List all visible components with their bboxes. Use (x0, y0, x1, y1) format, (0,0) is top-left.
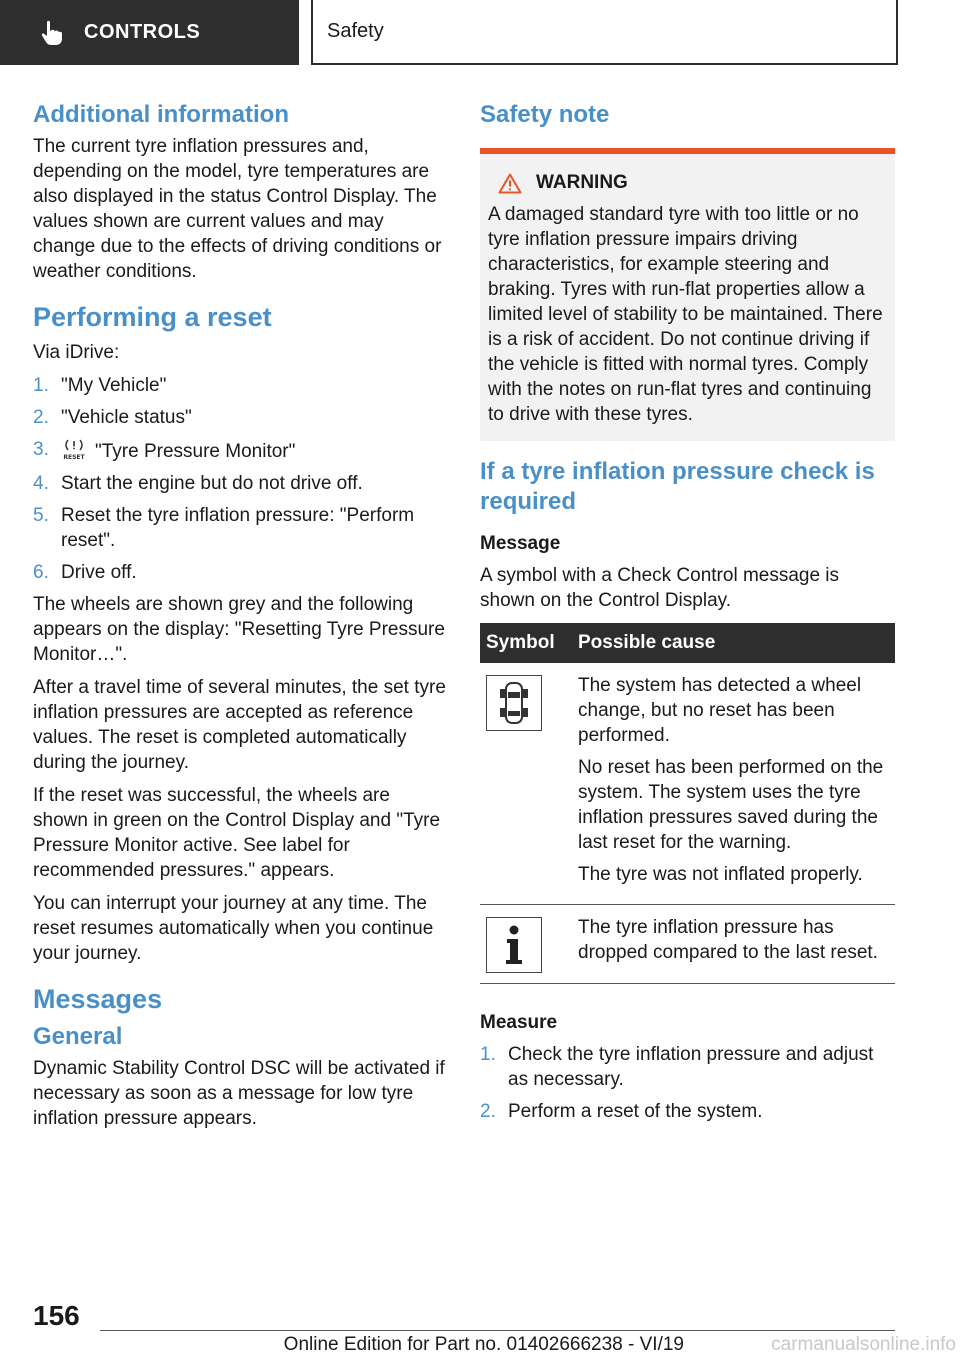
reset-para-2: After a travel time of several minutes, the set tyre inflation pressures are accepted as reference values. The reset is completed automatically during the journey. (33, 677, 446, 773)
section-tab (0, 0, 299, 65)
warning-box (480, 154, 895, 441)
reset-para-4: You can interrupt your journey at any time. The reset resumes automatically when you continue your journey. (33, 893, 434, 964)
symbol-cell (480, 663, 572, 905)
hand-pointer-icon (38, 19, 66, 47)
cause-cell: The system has detected a wheel change, but no reset has been performed. No reset has been performed on the system. The system uses the tyre inflation pressures saved during the last reset for the warning. The tyre was not inflated properly. (572, 663, 895, 905)
general-subheading: General (33, 1023, 123, 1050)
section-label: CONTROLS (84, 21, 201, 43)
additional-info-heading: Additional information (33, 101, 289, 128)
chapter-tab (311, 0, 898, 65)
warning-triangle-icon (498, 173, 522, 194)
message-text: A symbol with a Check Control message is shown on the Control Display. (480, 565, 840, 611)
reset-heading: Performing a reset (33, 302, 272, 332)
warning-text: A damaged standard tyre with too little or no tyre inflation pressure impairs driving characteristics, for example steering and braking. Tyres with run-flat properties allow a limited level of stability to be maintained. There is a risk of accident. Do not continue driving if the vehicle is fitted with normal tyres. Comply with the notes on run-flat tyres and continuing to drive with these tyres. (488, 204, 883, 425)
table-row (480, 905, 895, 984)
list-item: 3. RESET "Tyre Pressure Monitor" (33, 439, 296, 462)
list-item: 1. "My Vehicle" (33, 375, 167, 396)
warning-title (498, 172, 887, 194)
watermark: carmanualsonline.info (771, 1334, 956, 1355)
measure-label: Measure (480, 1012, 558, 1033)
column-header-symbol: Symbol (480, 623, 572, 663)
edition-info: Online Edition for Part no. 01402666238 - VI/19 (283, 1334, 684, 1355)
symbol-cell (480, 905, 572, 984)
additional-info-text: The current tyre inflation pressures and, depending on the model, tyre temperatures are also displayed in the status Control Display. The values shown are current values and may change due to the effects of driving conditions or weather conditions. (33, 136, 442, 282)
table-row (480, 663, 895, 905)
reset-para-3: If the reset was successful, the wheels are shown in green on the Control Display and "Tyre Pressure Monitor active. See label for recommended pressures." appears. (33, 785, 441, 881)
reset-intro: Via iDrive: (33, 342, 120, 363)
vehicle-wheels-icon (486, 675, 542, 731)
table-header-row (480, 623, 895, 663)
list-item: 4. Start the engine but do not drive off. (33, 473, 363, 494)
reset-steps (33, 373, 448, 585)
list-item: 1. Check the tyre inflation pressure and adjust as necessary. (480, 1044, 874, 1090)
tyre-pressure-reset-icon (61, 437, 87, 462)
message-label: Message (480, 533, 561, 554)
reset-para-1: The wheels are shown grey and the following appears on the display: "Resetting Tyre Pressure Monitor…". (33, 594, 445, 665)
list-item: 6. Drive off. (33, 562, 137, 583)
measure-steps (480, 1042, 895, 1124)
column-header-cause: Possible cause (572, 623, 895, 663)
safety-note-heading: Safety note (480, 101, 610, 128)
symbol-table (480, 623, 895, 984)
list-item: 2. "Vehicle status" (33, 407, 192, 428)
left-column (33, 100, 448, 1139)
check-required-heading: If a tyre inflation pressure check is required (480, 458, 875, 515)
footer-divider (100, 1330, 895, 1331)
right-column (480, 100, 895, 1131)
chapter-label: Safety (327, 20, 384, 42)
list-item: 2. Perform a reset of the system. (480, 1101, 763, 1122)
messages-heading: Messages (33, 984, 163, 1014)
list-item: 5. Reset the tyre inflation pressure: "Perform reset". (33, 505, 415, 551)
cause-cell: The tyre inflation pressure has dropped compared to the last reset. (572, 905, 895, 984)
svg-text:RESET: RESET (63, 454, 85, 461)
page-number: 156 (33, 1300, 80, 1331)
warning-label: WARNING (536, 172, 628, 193)
info-icon (486, 917, 542, 973)
messages-text: Dynamic Stability Control DSC will be activated if necessary as soon as a message for low tyre inflation pressure appears. (33, 1058, 445, 1129)
